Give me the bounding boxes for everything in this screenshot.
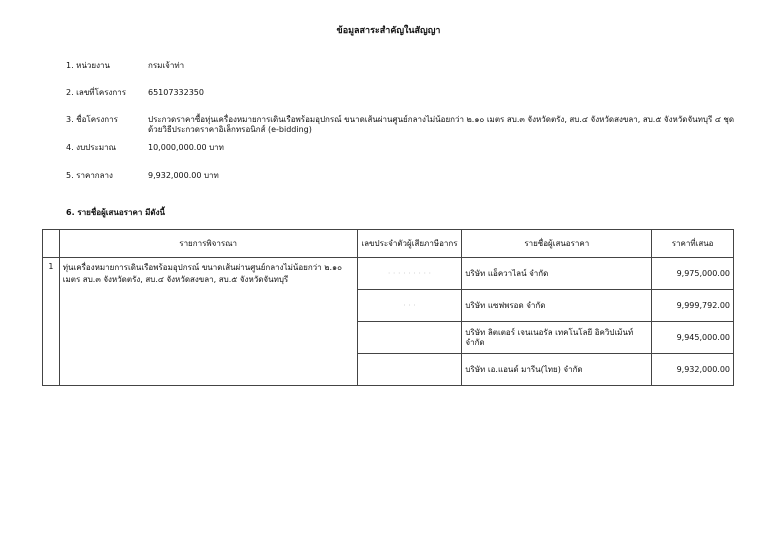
field-label-agency: 1. หน่วยงาน [66,61,110,70]
bid-price: 9,975,000.00 [652,258,734,290]
header-price: ราคาที่เสนอ [652,230,734,258]
page-title: ข้อมูลสาระสำคัญในสัญญา [336,26,441,36]
tax-id-cell: · · · [357,290,462,322]
field-value-project-name: ประกวดราคาซื้อทุ่นเครื่องหมายการเดินเรือพร้อมอุปกรณ์ ขนาดเส้นผ่านศูนย์กลางไม่น้อยกว่า ๒.๑๐ เมตร สบ.๓ จังหวัดตรัง, สบ.๔ จังหวัดสงขลา, สบ.๕ จังหวัดจันทบุรี ๔ ชุด ด้วยวิธีประกวดราคาอิเล็กทรอนิกส์ (e-bidding) [148,115,735,134]
field-value-agency: กรมเจ้าท่า [148,61,185,70]
field-project-number [66,88,204,98]
item-description: ทุ่นเครื่องหมายการเดินเรือพร้อมอุปกรณ์ ขนาดเส้นผ่านศูนย์กลางไม่น้อยกว่า ๒.๑๐ เมตร สบ.๓ จังหวัดตรัง, สบ.๔ จังหวัดสงขลา, สบ.๕ จังหวัดจันทบุรี [59,258,357,386]
tax-id-cell [357,322,462,354]
field-value-project-number: 65107332350 [148,88,204,97]
tax-id-cell [357,354,462,386]
field-budget [66,143,224,153]
bid-price: 9,945,000.00 [652,322,734,354]
field-value-budget: 10,000,000.00 บาท [148,143,224,152]
bidder-name: บริษัท แอ็ควาไลน์ จำกัด [462,258,652,290]
tax-id-cell: · · · · · · · · · [357,258,462,290]
field-label-project-name: 3. ชื่อโครงการ [66,115,118,124]
table-row [43,258,734,290]
row-number: 1 [43,258,60,386]
header-tax-id: เลขประจำตัวผู้เสียภาษีอากร [357,230,462,258]
table-header-row [43,230,734,258]
bidders-section-heading: 6. รายชื่อผู้เสนอราคา มีดังนี้ [66,208,165,217]
bid-price: 9,932,000.00 [652,354,734,386]
bidder-name: บริษัท แซฟพรอด จำกัด [462,290,652,322]
field-agency [66,61,184,71]
header-no [43,230,60,258]
bid-price: 9,999,792.00 [652,290,734,322]
field-label-median-price: 5. ราคากลาง [66,171,113,180]
field-median-price [66,171,219,181]
field-label-budget: 4. งบประมาณ [66,143,117,152]
bidder-name: บริษัท เอ.แอนด์ มารีน(ไทย) จำกัด [462,354,652,386]
field-label-project-number: 2. เลขที่โครงการ [66,88,127,97]
bidder-name: บริษัท ลิตเตอร์ เจนเนอรัล เทคโนโลยี อิควิปเม้นท์ จำกัด [462,322,652,354]
field-value-median-price: 9,932,000.00 บาท [148,171,219,180]
header-item: รายการพิจารณา [59,230,357,258]
bidders-table [42,229,734,386]
header-bidder: รายชื่อผู้เสนอราคา [462,230,652,258]
field-project-name [66,115,738,135]
